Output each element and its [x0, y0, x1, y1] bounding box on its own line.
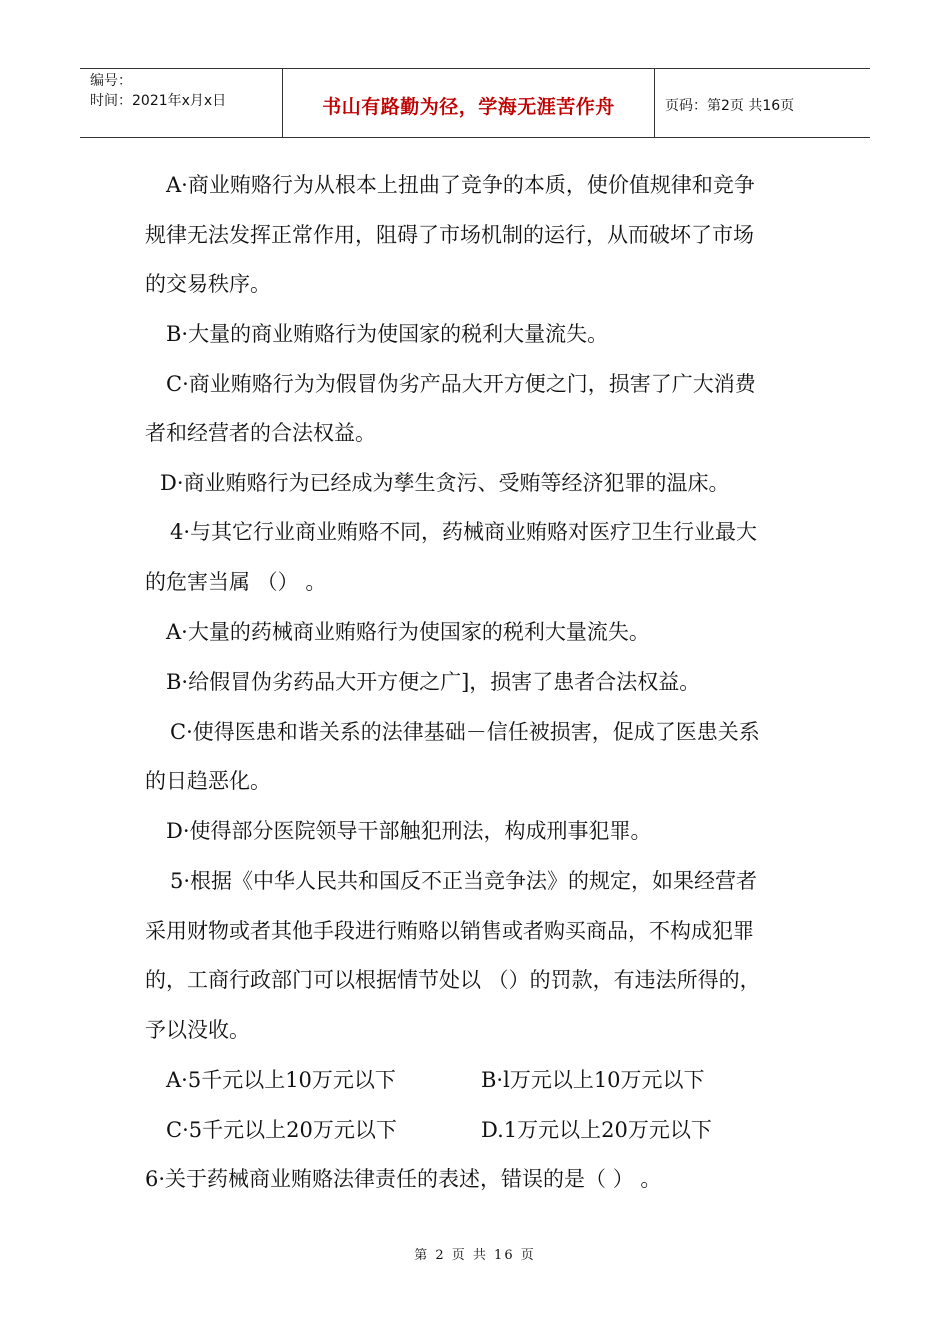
body-line: 的，工商行政部门可以根据情节处以 （）的罚款，有违法所得的，: [145, 968, 761, 992]
body-line: 5·根据《中华人民共和国反不正当竞争法》的规定，如果经营者: [170, 869, 758, 893]
body-line: 规律无法发挥正常作用，阻碍了市场机制的运行，从而破坏了市场: [145, 223, 754, 247]
header-motto-cell: [283, 69, 655, 137]
body-line: B·给假冒伪劣药品大开方便之广]，损害了患者合法权益。: [166, 670, 701, 694]
document-number-label: 编号：: [90, 73, 132, 89]
option-q5-a: A·5千元以上10万元以下: [166, 1068, 396, 1092]
option-q5-c: C·5千元以上20万元以下: [166, 1118, 397, 1142]
header-page-info-cell: [655, 69, 870, 137]
body-line: 的危害当属 （） 。: [145, 570, 327, 594]
body-line: A·大量的药械商业贿赂行为使国家的税利大量流失。: [166, 620, 650, 644]
body-line: 予以没收。: [145, 1018, 250, 1042]
body-line: 者和经营者的合法权益。: [145, 421, 376, 445]
body-line: D·商业贿赂行为已经成为孳生贪污、受贿等经济犯罪的温床。: [160, 471, 730, 495]
header-meta: [80, 69, 283, 137]
body-line: 的交易秩序。: [145, 272, 271, 296]
body-line: 采用财物或者其他手段进行贿赂以销售或者购买商品，不构成犯罪: [145, 919, 754, 943]
body-line: A·商业贿赂行为从根本上扭曲了竞争的本质，使价值规律和竞争: [166, 173, 755, 197]
body-line: 的日趋恶化。: [145, 769, 271, 793]
document-time-label: 时间：2021年x月x日: [90, 93, 227, 109]
body-line: D·使得部分医院领导干部触犯刑法，构成刑事犯罪。: [166, 819, 652, 843]
body-line: B·大量的商业贿赂行为使国家的税利大量流失。: [166, 322, 609, 346]
body-line: 4·与其它行业商业贿赂不同，药械商业贿赂对医疗卫生行业最大: [170, 520, 758, 544]
header-motto: 书山有路勤为径，学海无涯苦作舟: [322, 95, 615, 118]
body-line: C·使得医患和谐关系的法律基础－信任被损害，促成了医患关系: [170, 720, 760, 744]
question-6: 6·关于药械商业贿赂法律责任的表述，错误的是（ ） 。: [145, 1167, 662, 1191]
page-header: [80, 68, 870, 138]
header-page-info: 页码：第2页 共16页: [665, 98, 795, 114]
option-q5-b: B·l万元以上10万元以下: [481, 1068, 705, 1092]
option-q5-d: D.1万元以上20万元以下: [481, 1118, 712, 1142]
page-footer: 第 2 页 共 16 页: [414, 1248, 536, 1263]
body-line: C·商业贿赂行为为假冒伪劣产品大开方便之门，损害了广大消费: [166, 372, 756, 396]
